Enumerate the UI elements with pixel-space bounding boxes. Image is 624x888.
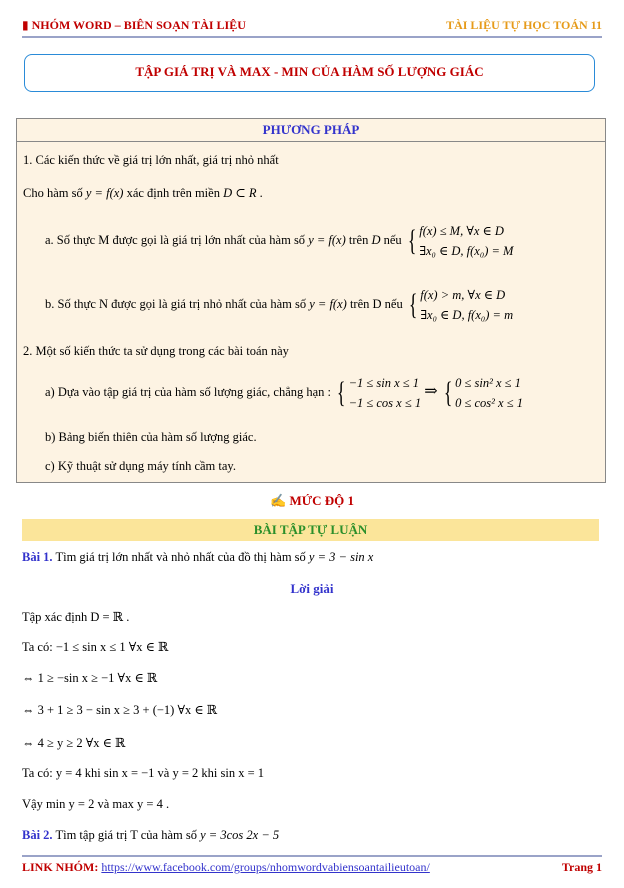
- brace-a: {: [407, 224, 417, 257]
- item-a-if: nếu: [383, 232, 402, 247]
- item-b-cond-2: ∃x₀ ∈ D, f(x₀) = m: [420, 308, 514, 322]
- exercise-2-text: Tìm tập giá trị T của hàm số: [55, 828, 197, 842]
- writing-hand-icon: ✍: [270, 493, 287, 508]
- group-link[interactable]: https://www.facebook.com/groups/nhomwordvabiensoantailieutoan/: [101, 860, 430, 874]
- system-2a-left: [349, 373, 422, 413]
- item-2a-left-2: −1 ≤ cos x ≤ 1: [348, 396, 422, 410]
- item-b-function: y = f(x): [309, 296, 347, 311]
- header-right-text: TÀI LIỆU TỰ HỌC TOÁN 11: [446, 18, 602, 32]
- method-item-2c: c) Kỹ thuật sử dụng máy tính cầm tay.: [45, 459, 236, 473]
- solution-line: ⇔ 4 ≥ y ≥ 2 ∀x ∈ ℝ: [22, 736, 126, 750]
- page-footer: [22, 855, 602, 875]
- footer-label: LINK NHÓM:: [22, 860, 99, 874]
- method-item-a: [45, 221, 513, 261]
- method-section-2: 2. Một số kiến thức ta sử dụng trong các bài toán này: [23, 344, 289, 358]
- exercise-2: [22, 828, 279, 843]
- page-header: [22, 18, 602, 38]
- solution-line: Ta có: −1 ≤ sin x ≤ 1 ∀x ∈ ℝ: [22, 640, 169, 654]
- item-b-on: trên D nếu: [349, 296, 403, 311]
- brace-2a-right: {: [443, 376, 453, 409]
- solution-line: ⇔ 3 + 1 ≥ 3 − sin x ≥ 3 + (−1) ∀x ∈ ℝ: [22, 703, 218, 717]
- implies-arrow: ⇒: [424, 382, 438, 400]
- system-2a-right: [455, 373, 523, 413]
- brace-2a-left: {: [337, 376, 346, 409]
- level-heading: [0, 493, 624, 509]
- item-a-cond-1: f(x) ≤ M, ∀x ∈ D: [419, 224, 504, 238]
- item-2a-right-2: 0 ≤ cos² x ≤ 1: [455, 396, 523, 410]
- method-item-2a: [45, 373, 523, 413]
- exercise-2-function: y = 3cos 2x − 5: [200, 828, 280, 842]
- item-a-function: y = f(x): [308, 232, 346, 247]
- given-middle: xác định trên miền: [126, 186, 220, 200]
- exercise-2-label: Bài 2.: [22, 828, 53, 842]
- item-b-text: b. Số thực N được gọi là giá trị nhỏ nhất của hàm số: [45, 296, 307, 311]
- method-box: [16, 118, 606, 483]
- solution-line: Tập xác định D = ℝ .: [22, 610, 130, 624]
- exercise-1-text: Tìm giá trị lớn nhất và nhỏ nhất của đồ thị hàm số: [55, 550, 306, 564]
- solution-line: ⇔ 1 ≥ −sin x ≥ −1 ∀x ∈ ℝ: [22, 671, 158, 685]
- item-2a-left-1: −1 ≤ sin x ≤ 1: [348, 376, 419, 390]
- item-a-text: a. Số thực M được gọi là giá trị lớn nhất của hàm số: [45, 232, 306, 247]
- item-a-domain: D: [371, 232, 381, 247]
- method-heading: PHƯƠNG PHÁP: [17, 119, 605, 142]
- given-prefix: Cho hàm số: [23, 186, 83, 200]
- item-a-on: trên: [348, 232, 369, 247]
- method-item-b: [45, 285, 513, 325]
- solution-heading: Lời giải: [290, 581, 334, 596]
- given-function: y = f(x): [85, 186, 124, 200]
- header-left-text: NHÓM WORD – BIÊN SOẠN TÀI LIỆU: [31, 18, 246, 32]
- solution-line: Vậy min y = 2 và max y = 4 .: [22, 797, 170, 811]
- exercise-1-function: y = 3 − sin x: [308, 550, 374, 564]
- method-item-2b: b) Bảng biến thiên của hàm số lượng giác.: [45, 430, 257, 444]
- system-b: [420, 285, 513, 325]
- page-number: Trang 1: [561, 860, 602, 874]
- item-a-cond-2: ∃x₀ ∈ D, f(x₀) = M: [419, 244, 514, 258]
- system-a: [419, 221, 513, 261]
- item-2a-right-1: 0 ≤ sin² x ≤ 1: [455, 376, 521, 390]
- exercise-1: [22, 550, 373, 565]
- item-b-cond-1: f(x) > m, ∀x ∈ D: [420, 288, 506, 302]
- brace-b: {: [408, 288, 418, 321]
- level-label: MỨC ĐỘ 1: [289, 493, 354, 508]
- page-title: TẬP GIÁ TRỊ VÀ MAX - MIN CỦA HÀM SỐ LƯỢNG GIÁC: [24, 54, 595, 92]
- given-end: .: [259, 186, 263, 200]
- item-2a-text: a) Dựa vào tập giá trị của hàm số lượng giác, chẳng hạn :: [45, 384, 332, 399]
- solution-line: Ta có: y = 4 khi sin x = −1 và y = 2 khi sin x = 1: [22, 766, 264, 780]
- ruler-icon: ▮: [22, 18, 29, 32]
- method-section-1: 1. Các kiến thức về giá trị lớn nhất, giá trị nhỏ nhất: [23, 153, 279, 167]
- exercise-heading: BÀI TẬP TỰ LUẬN: [22, 519, 599, 541]
- header-left: [22, 18, 246, 33]
- exercise-1-label: Bài 1.: [22, 550, 53, 564]
- method-given: [23, 185, 263, 201]
- given-domain: D ⊂ R: [223, 186, 257, 200]
